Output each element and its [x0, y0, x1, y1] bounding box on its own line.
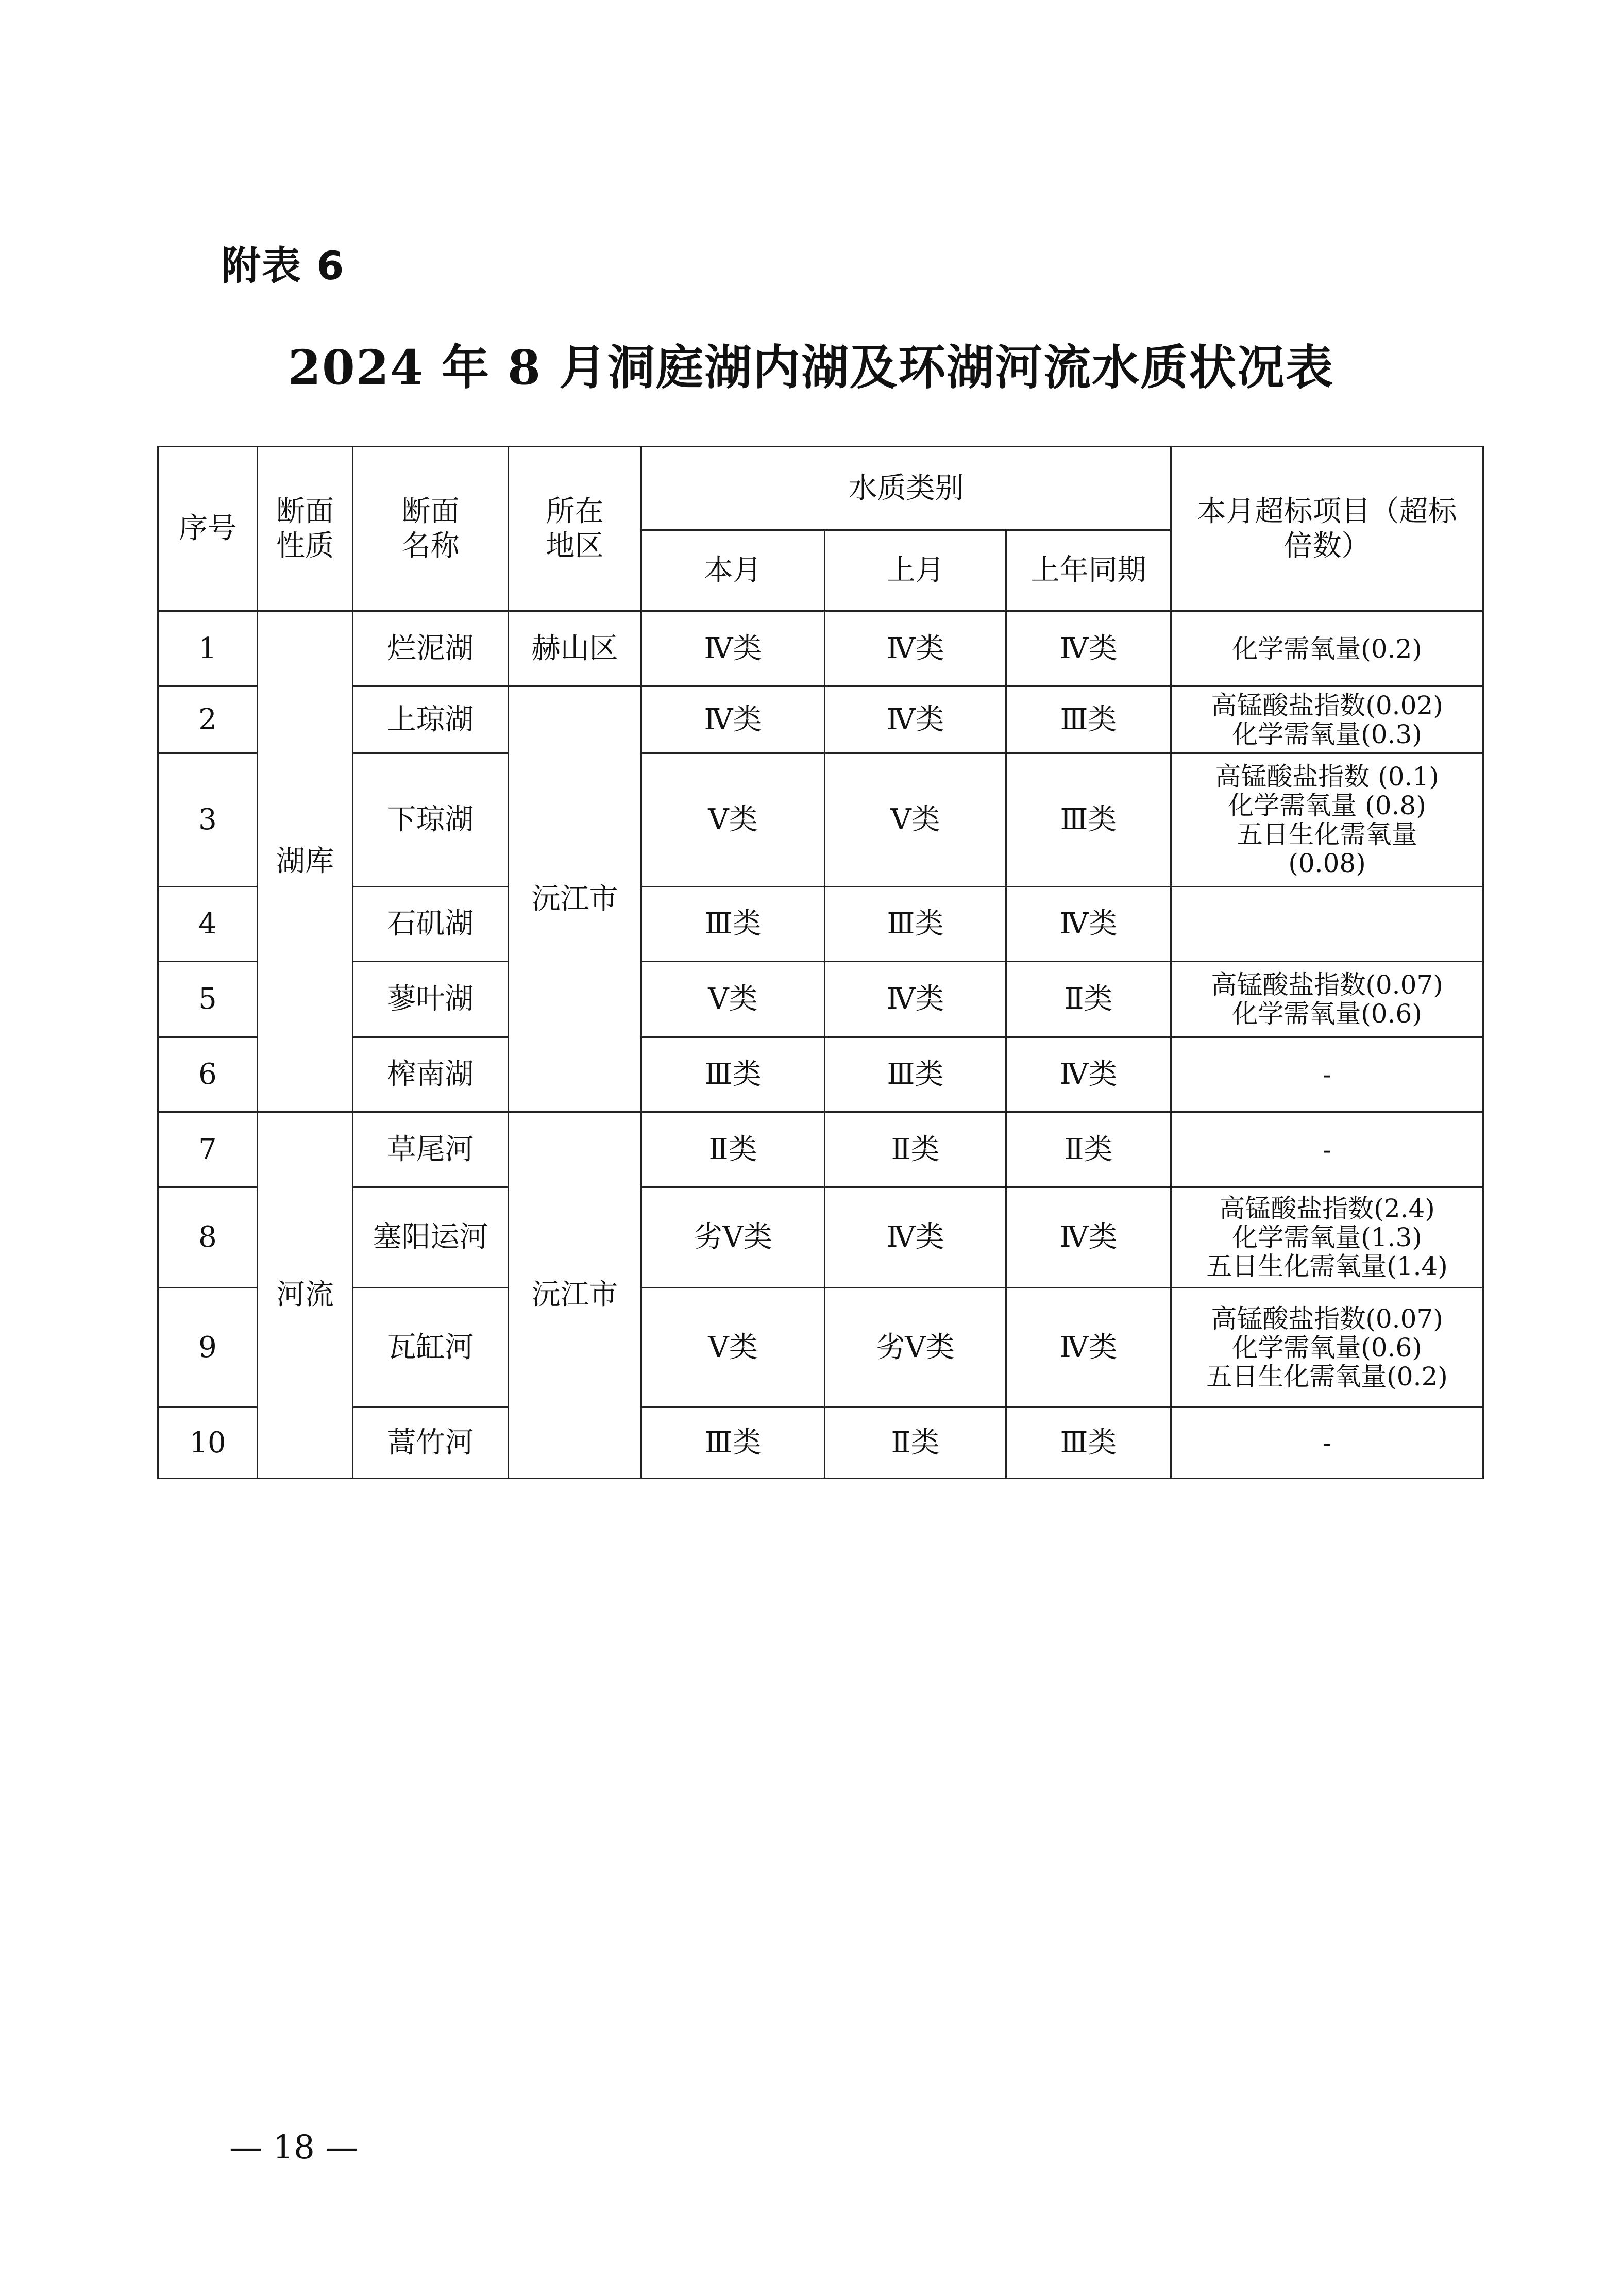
header-section-name: 断面 名称: [353, 447, 509, 611]
cell-this-month: Ⅳ类: [641, 686, 825, 753]
cell-name: 榨南湖: [353, 1037, 509, 1112]
header-last-month: 上月: [825, 530, 1006, 611]
cell-this-month: Ⅲ类: [641, 1407, 825, 1479]
cell-exceed: 高锰酸盐指数(0.07) 化学需氧量(0.6) 五日生化需氧量(0.2): [1171, 1288, 1483, 1407]
header-section-type: 断面 性质: [258, 447, 353, 611]
table-row: [158, 1112, 1483, 1187]
cell-exceed: 高锰酸盐指数(0.07) 化学需氧量(0.6): [1171, 962, 1483, 1037]
cell-exceed: -: [1171, 1407, 1483, 1479]
cell-last-month: Ⅱ类: [825, 1112, 1006, 1187]
cell-seq: 4: [158, 887, 258, 962]
appendix-label: 附表 6: [222, 243, 345, 289]
cell-last-year: Ⅳ类: [1006, 887, 1171, 962]
cell-last-month: Ⅲ类: [825, 1037, 1006, 1112]
cell-last-month: Ⅳ类: [825, 611, 1006, 686]
cell-this-month: Ⅱ类: [641, 1112, 825, 1187]
cell-name: 上琼湖: [353, 686, 509, 753]
header-this-month: 本月: [641, 530, 825, 611]
cell-exceed: 高锰酸盐指数(2.4) 化学需氧量(1.3) 五日生化需氧量(1.4): [1171, 1187, 1483, 1288]
region-heshan: 赫山区: [509, 611, 641, 686]
table-row: [158, 1288, 1483, 1407]
table-row: [158, 611, 1483, 686]
cell-seq: 9: [158, 1288, 258, 1407]
cell-seq: 6: [158, 1037, 258, 1112]
cell-last-year: Ⅳ类: [1006, 611, 1171, 686]
cell-name: 瓦缸河: [353, 1288, 509, 1407]
table-row: [158, 1037, 1483, 1112]
cell-last-year: Ⅲ类: [1006, 686, 1171, 753]
cell-this-month: Ⅳ类: [641, 611, 825, 686]
cell-this-month: Ⅲ类: [641, 887, 825, 962]
cell-seq: 10: [158, 1407, 258, 1479]
cell-this-month: Ⅲ类: [641, 1037, 825, 1112]
cell-exceed: 高锰酸盐指数 (0.1) 化学需氧量 (0.8) 五日生化需氧量 (0.08): [1171, 753, 1483, 887]
cell-seq: 5: [158, 962, 258, 1037]
cell-last-month: Ⅲ类: [825, 887, 1006, 962]
cell-last-month: Ⅳ类: [825, 686, 1006, 753]
cell-last-month: Ⅳ类: [825, 1187, 1006, 1288]
header-region: 所在 地区: [509, 447, 641, 611]
cell-exceed: 化学需氧量(0.2): [1171, 611, 1483, 686]
page-title: 2024 年 8 月洞庭湖内湖及环湖河流水质状况表: [288, 340, 1334, 395]
table-row: [158, 887, 1483, 962]
table-row: [158, 1187, 1483, 1288]
cell-last-month: 劣Ⅴ类: [825, 1288, 1006, 1407]
cell-last-month: Ⅴ类: [825, 753, 1006, 887]
cell-last-month: Ⅳ类: [825, 962, 1006, 1037]
cell-this-month: Ⅴ类: [641, 962, 825, 1037]
region-yuanjiang-lake: 沅江市: [509, 686, 641, 1112]
cell-exceed: -: [1171, 1037, 1483, 1112]
region-yuanjiang-river: 沅江市: [509, 1112, 641, 1479]
cell-last-year: Ⅳ类: [1006, 1187, 1171, 1288]
cell-seq: 3: [158, 753, 258, 887]
table-row: [158, 686, 1483, 753]
table-row: [158, 753, 1483, 887]
cell-exceed: [1171, 887, 1483, 962]
cell-last-year: Ⅱ类: [1006, 1112, 1171, 1187]
cell-name: 下琼湖: [353, 753, 509, 887]
cell-last-year: Ⅲ类: [1006, 1407, 1171, 1479]
cell-seq: 7: [158, 1112, 258, 1187]
cell-name: 蒿竹河: [353, 1407, 509, 1479]
cell-last-year: Ⅳ类: [1006, 1037, 1171, 1112]
table-row: [158, 962, 1483, 1037]
group-river: 河流: [258, 1112, 353, 1479]
cell-last-month: Ⅱ类: [825, 1407, 1006, 1479]
cell-name: 烂泥湖: [353, 611, 509, 686]
cell-last-year: Ⅳ类: [1006, 1288, 1171, 1407]
cell-name: 塞阳运河: [353, 1187, 509, 1288]
cell-this-month: 劣Ⅴ类: [641, 1187, 825, 1288]
table-row: [158, 1407, 1483, 1479]
cell-this-month: Ⅴ类: [641, 1288, 825, 1407]
header-exceed: 本月超标项目（超标 倍数）: [1171, 447, 1483, 611]
cell-seq: 8: [158, 1187, 258, 1288]
header-seq: 序号: [158, 447, 258, 611]
water-quality-table: [157, 446, 1484, 1479]
cell-exceed: -: [1171, 1112, 1483, 1187]
page-number: — 18 —: [229, 2129, 359, 2167]
cell-last-year: Ⅱ类: [1006, 962, 1171, 1037]
cell-last-year: Ⅲ类: [1006, 753, 1171, 887]
header-row-1: [158, 447, 1483, 530]
cell-exceed: 高锰酸盐指数(0.02) 化学需氧量(0.3): [1171, 686, 1483, 753]
group-lake: 湖库: [258, 611, 353, 1112]
header-last-year: 上年同期: [1006, 530, 1171, 611]
cell-name: 蓼叶湖: [353, 962, 509, 1037]
header-water-class: 水质类别: [641, 447, 1171, 530]
cell-seq: 1: [158, 611, 258, 686]
cell-name: 石矶湖: [353, 887, 509, 962]
cell-name: 草尾河: [353, 1112, 509, 1187]
cell-this-month: Ⅴ类: [641, 753, 825, 887]
cell-seq: 2: [158, 686, 258, 753]
